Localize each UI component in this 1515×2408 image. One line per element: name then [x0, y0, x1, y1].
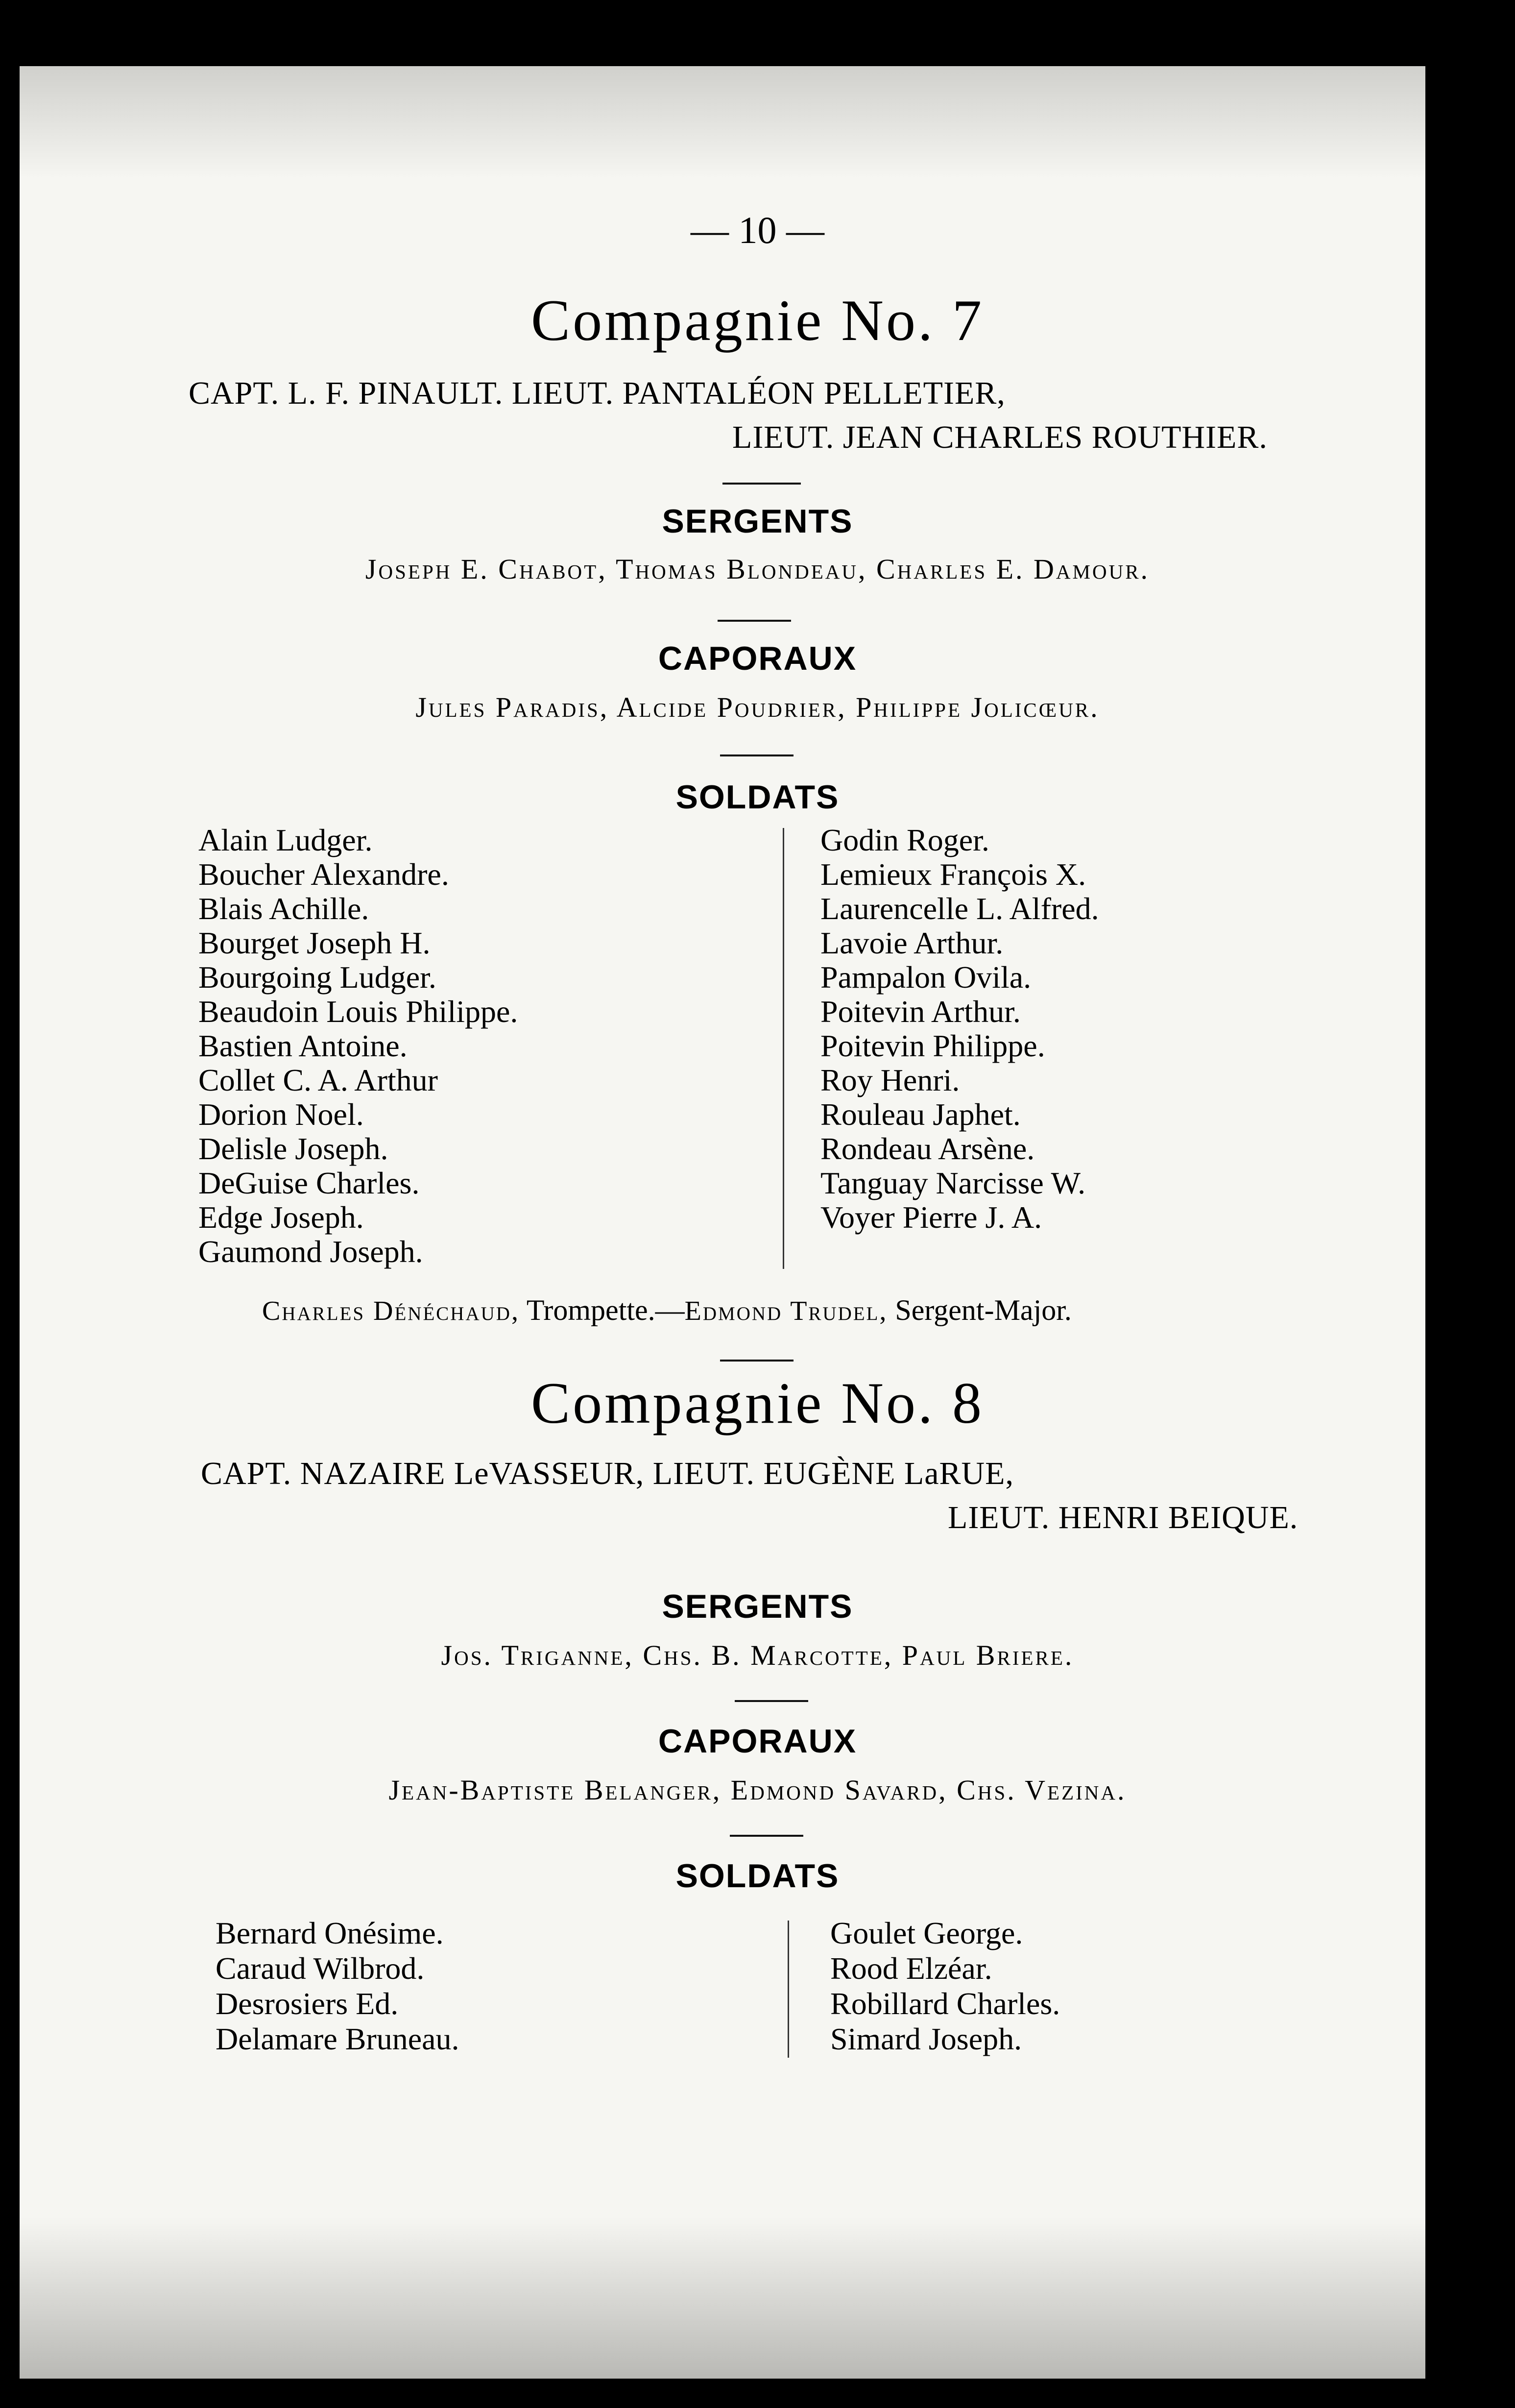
list-item: Poitevin Philippe.	[820, 1028, 1045, 1063]
company-7-soldats-right-column	[820, 823, 1099, 1235]
company-7-title: Compagnie No. 7	[531, 288, 984, 353]
list-item: Laurencelle L. Alfred.	[820, 891, 1099, 926]
company-8-caporaux-heading: CAPORAUX	[658, 1723, 857, 1760]
list-item: Roy Henri.	[820, 1063, 960, 1097]
company-8-sergents-heading: SERGENTS	[662, 1588, 853, 1625]
list-item: Rouleau Japhet.	[820, 1097, 1021, 1132]
list-item: Collet C. A. Arthur	[198, 1063, 438, 1097]
company-7-sergents-heading: SERGENTS	[662, 503, 853, 540]
company-7-officers-line1: CAPT. L. F. PINAULT. LIEUT. PANTALÉON PELLETIER,	[189, 375, 1006, 411]
divider	[720, 754, 794, 756]
list-item: Bourgoing Ludger.	[198, 960, 436, 995]
list-item: Alain Ludger.	[198, 823, 373, 857]
list-item: Blais Achille.	[198, 891, 369, 926]
list-item: Boucher Alexandre.	[198, 857, 449, 892]
list-item: Rood Elzéar.	[830, 1951, 992, 1986]
list-item: Dorion Noel.	[198, 1097, 364, 1132]
page-number: — 10 —	[691, 209, 824, 251]
list-item: Godin Roger.	[820, 823, 989, 857]
company-7-caporaux-heading: CAPORAUX	[658, 640, 857, 677]
column-divider	[788, 1921, 789, 2058]
company-8-soldats-right-column	[830, 1916, 1060, 2057]
list-item: Lemieux François X.	[820, 857, 1086, 892]
company-8-officers-line1: CAPT. NAZAIRE LeVASSEUR, LIEUT. EUGÈNE LaRUE,	[201, 1456, 1014, 1491]
list-item: Tanguay Narcisse W.	[820, 1166, 1086, 1200]
company-8-officers-line2: LIEUT. HENRI BEIQUE.	[948, 1500, 1299, 1535]
company-8-soldats-heading: SOLDATS	[675, 1857, 840, 1895]
sergeant-major-name: Edmond Trudel,	[684, 1296, 888, 1326]
list-item: Voyer Pierre J. A.	[820, 1200, 1042, 1235]
list-item: Caraud Wilbrod.	[216, 1951, 425, 1986]
divider	[720, 1360, 794, 1362]
company-7-soldats-left-column	[198, 823, 518, 1269]
list-item: Bastien Antoine.	[198, 1028, 408, 1063]
company-7-sergents: Joseph E. Chabot, Thomas Blondeau, Charles E. Damour.	[365, 553, 1150, 585]
list-item: Rondeau Arsène.	[820, 1131, 1035, 1166]
list-item: Desrosiers Ed.	[216, 1986, 399, 2021]
column-divider	[783, 828, 784, 1269]
divider	[718, 620, 791, 622]
trumpeter-name: Charles Dénéchaud,	[262, 1296, 520, 1326]
list-item: Delamare Bruneau.	[216, 2021, 459, 2056]
company-7-soldats-heading: SOLDATS	[675, 778, 840, 816]
list-item: Bourget Joseph H.	[198, 925, 431, 960]
company-8-caporaux: Jean-Baptiste Belanger, Edmond Savard, Chs. Vezina.	[388, 1774, 1127, 1806]
list-item: Delisle Joseph.	[198, 1131, 388, 1166]
list-item: Poitevin Arthur.	[820, 994, 1021, 1029]
divider	[735, 1700, 808, 1702]
divider	[730, 1835, 803, 1837]
sergeant-major-role: Sergent-Major.	[888, 1294, 1072, 1326]
list-item: Robillard Charles.	[830, 1986, 1060, 2021]
company-8-soldats-left-column	[216, 1916, 459, 2057]
list-item: Edge Joseph.	[198, 1200, 364, 1235]
company-7-caporaux: Jules Paradis, Alcide Poudrier, Philippe Jolicœur.	[415, 691, 1100, 723]
list-item: Pampalon Ovila.	[820, 960, 1032, 995]
divider	[722, 483, 801, 485]
list-item: Bernard Onésime.	[216, 1916, 444, 1950]
company-8-sergents: Jos. Triganne, Chs. B. Marcotte, Paul Briere.	[441, 1639, 1074, 1671]
company-8-title: Compagnie No. 8	[531, 1370, 984, 1435]
list-item: Beaudoin Louis Philippe.	[198, 994, 518, 1029]
list-item: Goulet George.	[830, 1916, 1023, 1950]
list-item: Lavoie Arthur.	[820, 925, 1004, 960]
list-item: Simard Joseph.	[830, 2021, 1022, 2056]
list-item: DeGuise Charles.	[198, 1166, 420, 1200]
company-7-officers-line2: LIEUT. JEAN CHARLES ROUTHIER.	[732, 419, 1268, 455]
company-7-footer	[262, 1293, 1072, 1327]
list-item: Gaumond Joseph.	[198, 1234, 423, 1269]
trumpeter-role: Trompette.—	[519, 1294, 685, 1326]
